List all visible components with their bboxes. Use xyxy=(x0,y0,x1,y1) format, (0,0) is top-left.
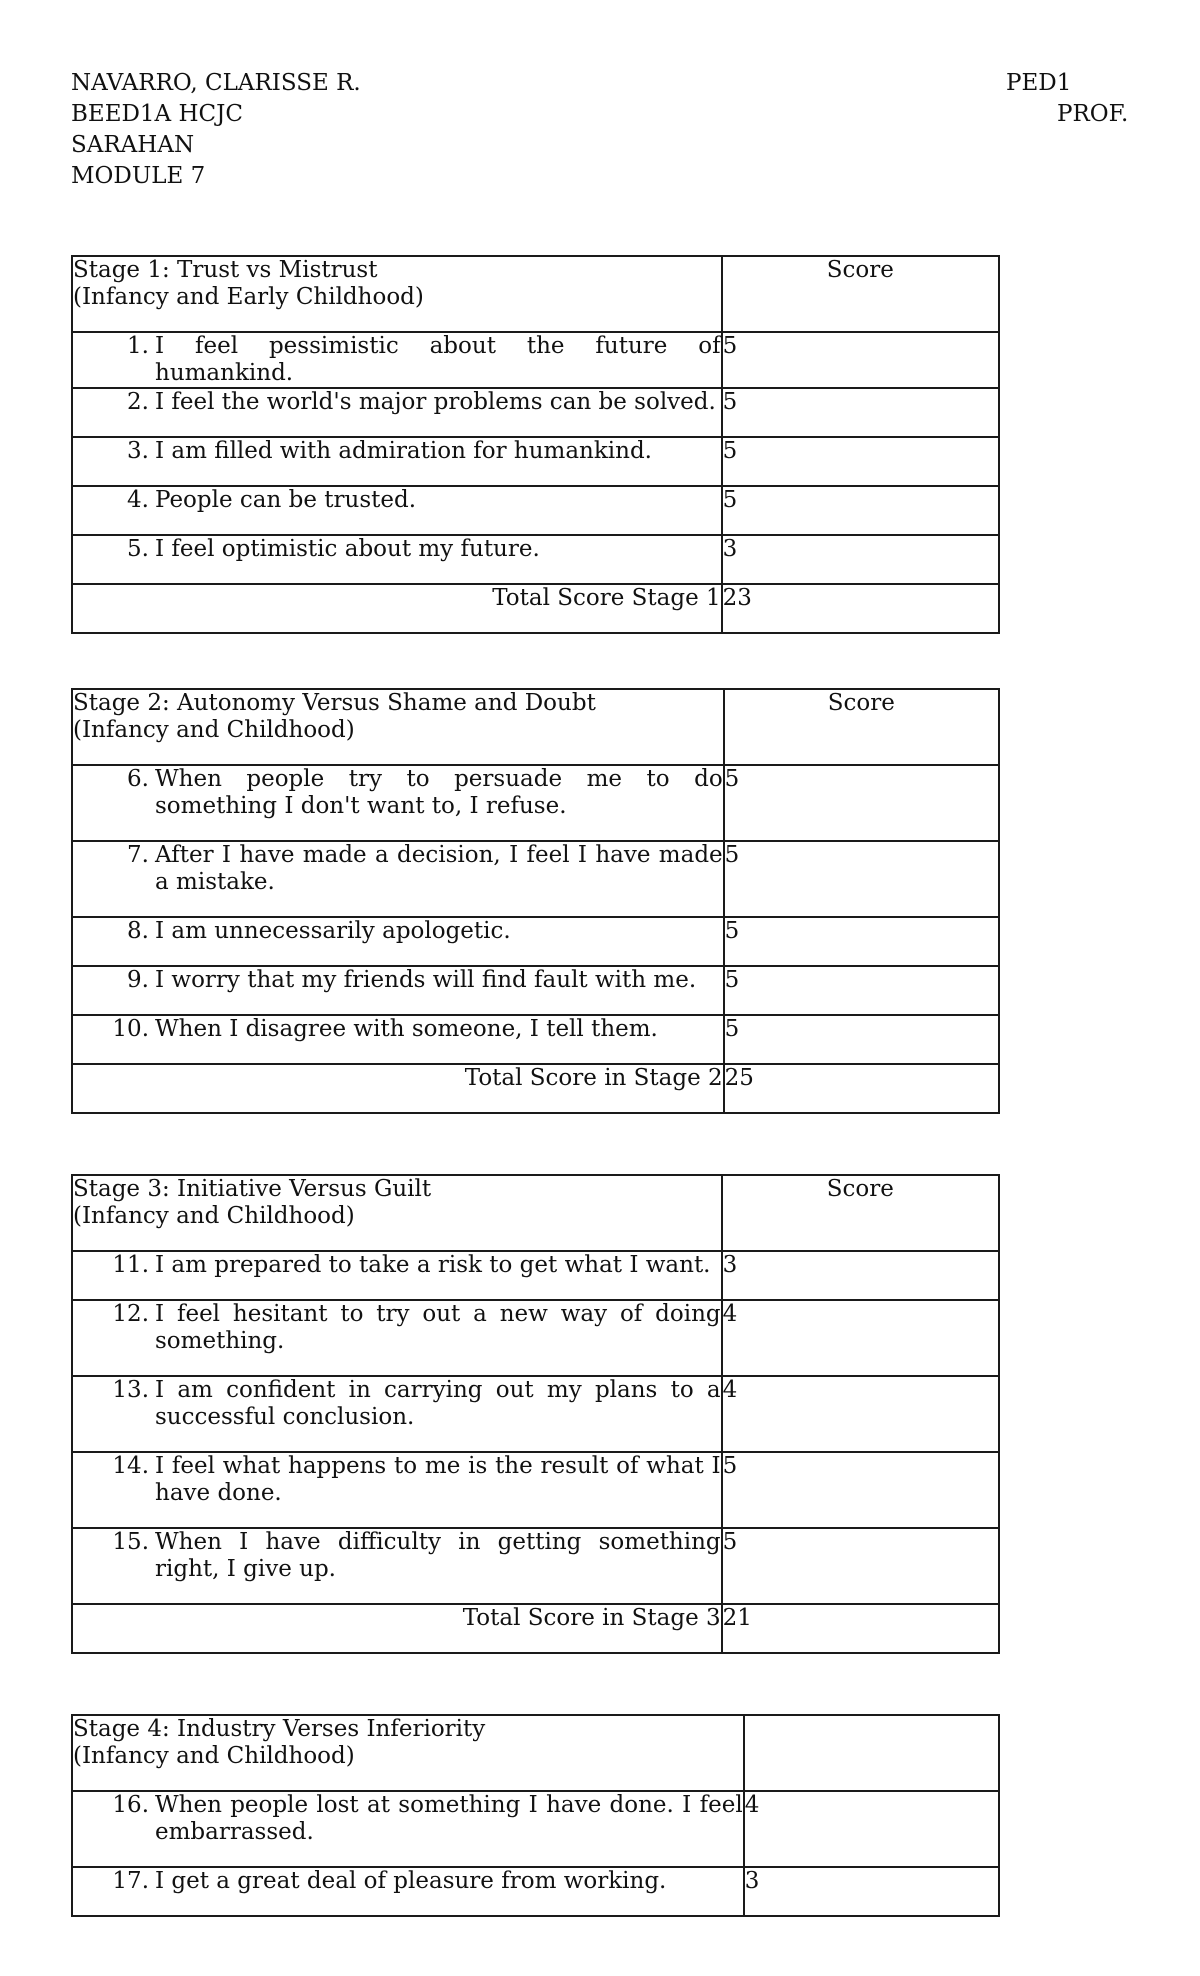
student-name: NAVARRO, CLARISSE R. xyxy=(71,70,361,96)
item-score: 5 xyxy=(724,1015,999,1064)
stage-2-table xyxy=(71,688,1000,1114)
item-number: 7. xyxy=(127,842,149,868)
score-header: Score xyxy=(722,256,999,332)
table-row xyxy=(72,765,724,841)
table-row xyxy=(72,966,724,1015)
table-row xyxy=(72,1300,722,1376)
student-info xyxy=(71,70,361,194)
table-row xyxy=(72,1015,724,1064)
item-score: 4 xyxy=(744,1791,999,1867)
table-row xyxy=(72,1251,722,1300)
item-score: 5 xyxy=(724,966,999,1015)
item-number: 14. xyxy=(112,1453,149,1479)
table-row xyxy=(72,1528,722,1604)
table-row xyxy=(72,486,722,535)
item-number: 16. xyxy=(112,1792,149,1818)
item-score: 5 xyxy=(724,917,999,966)
table-row xyxy=(72,388,722,437)
item-score: 5 xyxy=(724,765,999,841)
item-text: When people lost at something I have done. I feel embarrassed. xyxy=(155,1792,743,1845)
stage-subtitle: (Infancy and Early Childhood) xyxy=(73,284,424,310)
stage-subtitle: (Infancy and Childhood) xyxy=(73,1203,355,1229)
stage-1-heading xyxy=(72,256,722,332)
item-number: 5. xyxy=(127,536,149,562)
stage-title: Stage 4: Industry Verses Inferiority xyxy=(73,1716,486,1742)
stage-title: Stage 2: Autonomy Versus Shame and Doubt xyxy=(73,690,596,716)
prof-label: PROF. xyxy=(1057,101,1129,127)
stage-subtitle: (Infancy and Childhood) xyxy=(73,1743,355,1769)
total-label: Total Score Stage 1 xyxy=(72,584,722,633)
table-row xyxy=(72,917,724,966)
item-number: 2. xyxy=(127,389,149,415)
item-score: 4 xyxy=(722,1376,999,1452)
item-number: 4. xyxy=(127,487,149,513)
item-number: 12. xyxy=(112,1301,149,1327)
student-section: BEED1A HCJC xyxy=(71,101,243,127)
total-label: Total Score in Stage 2 xyxy=(72,1064,724,1113)
item-score: 3 xyxy=(722,535,999,584)
stage-3-table xyxy=(71,1174,1000,1654)
item-score: 5 xyxy=(722,1452,999,1528)
item-score: 5 xyxy=(722,486,999,535)
item-number: 9. xyxy=(127,967,149,993)
item-text: I am unnecessarily apologetic. xyxy=(155,918,511,944)
item-score: 3 xyxy=(722,1251,999,1300)
total-label: Total Score in Stage 3 xyxy=(72,1604,722,1653)
item-number: 6. xyxy=(127,766,149,792)
stage-4-table xyxy=(71,1714,1000,1917)
item-text: I get a great deal of pleasure from working. xyxy=(155,1868,667,1894)
item-score: 5 xyxy=(722,332,999,388)
item-number: 1. xyxy=(127,333,149,359)
table-row xyxy=(72,1791,744,1867)
stage-subtitle: (Infancy and Childhood) xyxy=(73,717,355,743)
table-row xyxy=(72,332,722,388)
total-score: 25 xyxy=(724,1064,999,1113)
stage-1-table xyxy=(71,255,1000,634)
item-text: I feel the world's major problems can be solved. xyxy=(155,389,716,415)
teacher-name: SARAHAN xyxy=(71,132,195,158)
table-row xyxy=(72,437,722,486)
item-text: I am confident in carrying out my plans to a successful conclusion. xyxy=(155,1377,721,1430)
item-number: 10. xyxy=(112,1016,149,1042)
table-row xyxy=(72,535,722,584)
item-score: 5 xyxy=(722,437,999,486)
stage-4-heading xyxy=(72,1715,744,1791)
item-text: People can be trusted. xyxy=(155,487,417,513)
item-text: I feel pessimistic about the future of humankind. xyxy=(155,333,721,386)
item-number: 8. xyxy=(127,918,149,944)
item-text: I am filled with admiration for humankind. xyxy=(155,438,652,464)
stage-3-heading xyxy=(72,1175,722,1251)
stage-title: Stage 3: Initiative Versus Guilt xyxy=(73,1176,432,1202)
item-number: 3. xyxy=(127,438,149,464)
table-row xyxy=(72,841,724,917)
score-header: Score xyxy=(724,689,999,765)
item-text: When I have difficulty in getting something right, I give up. xyxy=(155,1529,721,1582)
course-code: PED1 xyxy=(1006,70,1072,96)
item-score: 5 xyxy=(722,1528,999,1604)
item-text: I feel hesitant to try out a new way of doing something. xyxy=(155,1301,721,1354)
item-text: I feel optimistic about my future. xyxy=(155,536,540,562)
item-text: When I disagree with someone, I tell them. xyxy=(155,1016,658,1042)
item-text: When people try to persuade me to do something I don't want to, I refuse. xyxy=(155,766,723,819)
total-score: 23 xyxy=(722,584,999,633)
item-text: I feel what happens to me is the result of what I have done. xyxy=(155,1453,721,1506)
score-header xyxy=(744,1715,999,1791)
table-row xyxy=(72,1376,722,1452)
total-score: 21 xyxy=(722,1604,999,1653)
item-number: 13. xyxy=(112,1377,149,1403)
item-score: 4 xyxy=(722,1300,999,1376)
stage-title: Stage 1: Trust vs Mistrust xyxy=(73,257,378,283)
score-header: Score xyxy=(722,1175,999,1251)
item-number: 17. xyxy=(112,1868,149,1894)
item-number: 15. xyxy=(112,1529,149,1555)
table-row xyxy=(72,1867,744,1916)
item-score: 5 xyxy=(724,841,999,917)
module-label: MODULE 7 xyxy=(71,163,206,189)
item-number: 11. xyxy=(112,1252,149,1278)
stage-2-heading xyxy=(72,689,724,765)
item-text: I am prepared to take a risk to get what I want. xyxy=(155,1252,711,1278)
item-text: I worry that my friends will find fault with me. xyxy=(155,967,697,993)
item-text: After I have made a decision, I feel I have made a mistake. xyxy=(155,842,723,895)
item-score: 3 xyxy=(744,1867,999,1916)
table-row xyxy=(72,1452,722,1528)
item-score: 5 xyxy=(722,388,999,437)
